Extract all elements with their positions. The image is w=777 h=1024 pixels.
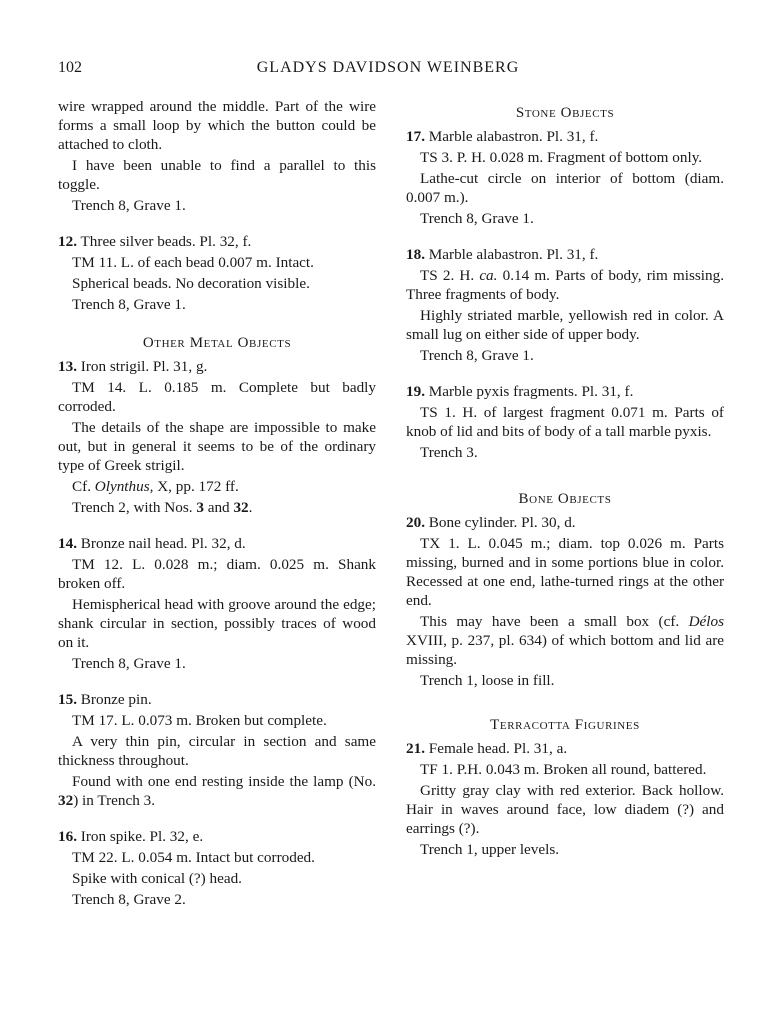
entry-dimensions: TX 1. L. 0.045 m.; diam. top 0.026 m. Parts missing, burned and in some portions blue in color. Recessed at one end, lathe-turned rings at the other end. [406,535,724,609]
entry-description [58,418,376,475]
entry-heading: Bronze pin. [80,691,152,708]
catalog-entry-14 [58,534,376,673]
entry-dimensions: TM 12. L. 0.028 m.; diam. 0.025 m. Shank broken off. [58,556,376,592]
catalog-entry-16 [58,827,376,909]
dimensions-text: 0.14 m. Parts of body, rim missing. Three fragments of body. [406,267,724,303]
catalog-entry-18 [406,245,724,365]
page-number: 102 [58,59,82,76]
find-location: Trench 8, Grave 1. [72,197,186,214]
description-text: XVIII, p. 237, pl. 634) of which bottom and lid are missing. [406,632,724,668]
find-location: Trench 8, Grave 1. [72,296,186,313]
entry-heading: Bronze nail head. Pl. 32, d. [80,535,246,552]
entry-number: 21. [406,740,425,757]
entry-heading: Iron spike. Pl. 32, e. [80,828,204,845]
entry-dimensions: TS 3. P. H. 0.028 m. Fragment of bottom only. [420,149,703,166]
entry-title [406,513,724,532]
entry-description: Gritty gray clay with red exterior. Back hollow. Hair in waves around face, low diadem (?) and earrings (?). [406,782,724,837]
find-text: and [203,499,234,516]
cross-ref-number: 32 [233,499,249,516]
description-text-end: Greek strigil. [104,457,185,474]
entry-heading: Iron strigil. Pl. 31, g. [80,358,208,375]
entry-dimensions: TM 11. L. of each bead 0.007 m. Intact. [72,254,314,271]
description-text: This may have been a small box (cf. [420,613,689,630]
entry-dimensions: TS 1. H. of largest fragment 0.071 m. Parts of knob of lid and bits of body of a tall marble pyxis. [406,404,724,440]
page-header [58,58,718,82]
catalog-entry-12 [58,232,376,314]
right-column [406,97,724,861]
entry-description: A very thin pin, circular in section and same thickness throughout. [58,733,376,769]
reference-prefix: Cf. [72,478,95,495]
running-head: GLADYS DAVIDSON WEINBERG [256,59,520,76]
entry-dimensions: TF 1. P.H. 0.043 m. Broken all round, battered. [420,761,707,778]
entry-dimensions: TM 17. L. 0.073 m. Broken but complete. [72,712,327,729]
entry-title [406,127,724,146]
section-heading-stone: Stone Objects [515,105,615,121]
dimensions-text: TS 2. H. [420,267,480,284]
cross-ref-number: 32 [58,792,74,809]
entry-title [58,534,376,553]
reference-pages: X, pp. 172 ff. [153,478,239,495]
section-heading-other-metal: Other Metal Objects [142,335,292,351]
find-location [58,498,376,517]
find-location: Trench 8, Grave 2. [72,891,186,908]
entry-title [58,357,376,376]
entry-number: 19. [406,383,425,400]
entry-description: Spike with conical (?) head. [72,870,242,887]
section-heading-terracotta: Terracotta Figurines [490,717,640,733]
entry-description: Hemispherical head with groove around the edge; shank circular in section, possibly traces of wood on it. [58,596,376,651]
catalog-entry-21 [406,739,724,859]
catalog-entry-19 [406,382,724,462]
entry-dimensions: TM 22. L. 0.054 m. Intact but corroded. [72,849,315,866]
find-location: Trench 8, Grave 1. [420,210,534,227]
entry-heading: Marble pyxis fragments. Pl. 31, f. [428,383,634,400]
entry-number: 14. [58,535,77,552]
entry-title [58,232,376,251]
entry-dimensions [406,266,724,304]
entry-heading: Three silver beads. Pl. 32, f. [80,233,252,250]
entry-heading: Marble alabastron. Pl. 31, f. [428,246,599,263]
catalog-entry-13 [58,357,376,517]
entry-number: 12. [58,233,77,250]
reference-title: Olynthus, [94,478,154,495]
find-location: Trench 1, upper levels. [420,841,560,858]
entry-number: 13. [58,358,77,375]
entry-reference [58,477,376,496]
find-text: Trench 2, with Nos. [72,499,197,516]
entry-title [406,382,724,401]
entry-title [58,827,376,846]
entry-description: Lathe-cut circle on interior of bottom (diam. 0.007 m.). [406,170,724,206]
entry-description: Highly striated marble, yellowish red in color. A small lug on either side of upper body. [406,307,724,343]
entry-description: Spherical beads. No decoration visible. [72,275,310,292]
paragraph: I have been unable to find a parallel to this toggle. [58,157,376,193]
find-text: Found with one end resting inside the lamp (No. [72,773,376,790]
catalog-entry-15 [58,690,376,810]
find-location: Trench 3. [420,444,478,461]
entry-title [406,739,724,758]
entry-number: 17. [406,128,425,145]
entry-number: 15. [58,691,77,708]
cross-ref-number: 3 [196,499,204,516]
entry-number: 20. [406,514,425,531]
entry-description [406,612,724,669]
entry-dimensions: TM 14. L. 0.185 m. Complete but badly corroded. [58,379,376,415]
find-location: Trench 8, Grave 1. [72,655,186,672]
catalog-entry-20 [406,513,724,690]
reference-title: Délos [688,613,724,630]
find-text: . [248,499,253,516]
description-text: The details of the shape are impossible to make out, but in general it seems to be of the ordinary type of [58,419,376,474]
entry-title [58,690,376,709]
find-text: ) in Trench 3. [73,792,156,809]
find-location: Trench 8, Grave 1. [420,347,534,364]
entry-heading: Marble alabastron. Pl. 31, f. [428,128,599,145]
continued-text: wire wrapped around the middle. Part of the wire forms a small loop by which the button could be attached to cloth. [58,98,376,153]
entry-number: 16. [58,828,77,845]
section-heading-bone: Bone Objects [518,491,612,507]
catalog-entry-17 [406,127,724,228]
entry-number: 18. [406,246,425,263]
circa-abbrev: ca. [479,267,498,284]
find-location [58,772,376,810]
entry-heading: Female head. Pl. 31, a. [428,740,568,757]
entry-title [406,245,724,264]
left-column [58,97,376,911]
find-location: Trench 1, loose in fill. [420,672,555,689]
entry-heading: Bone cylinder. Pl. 30, d. [428,514,576,531]
